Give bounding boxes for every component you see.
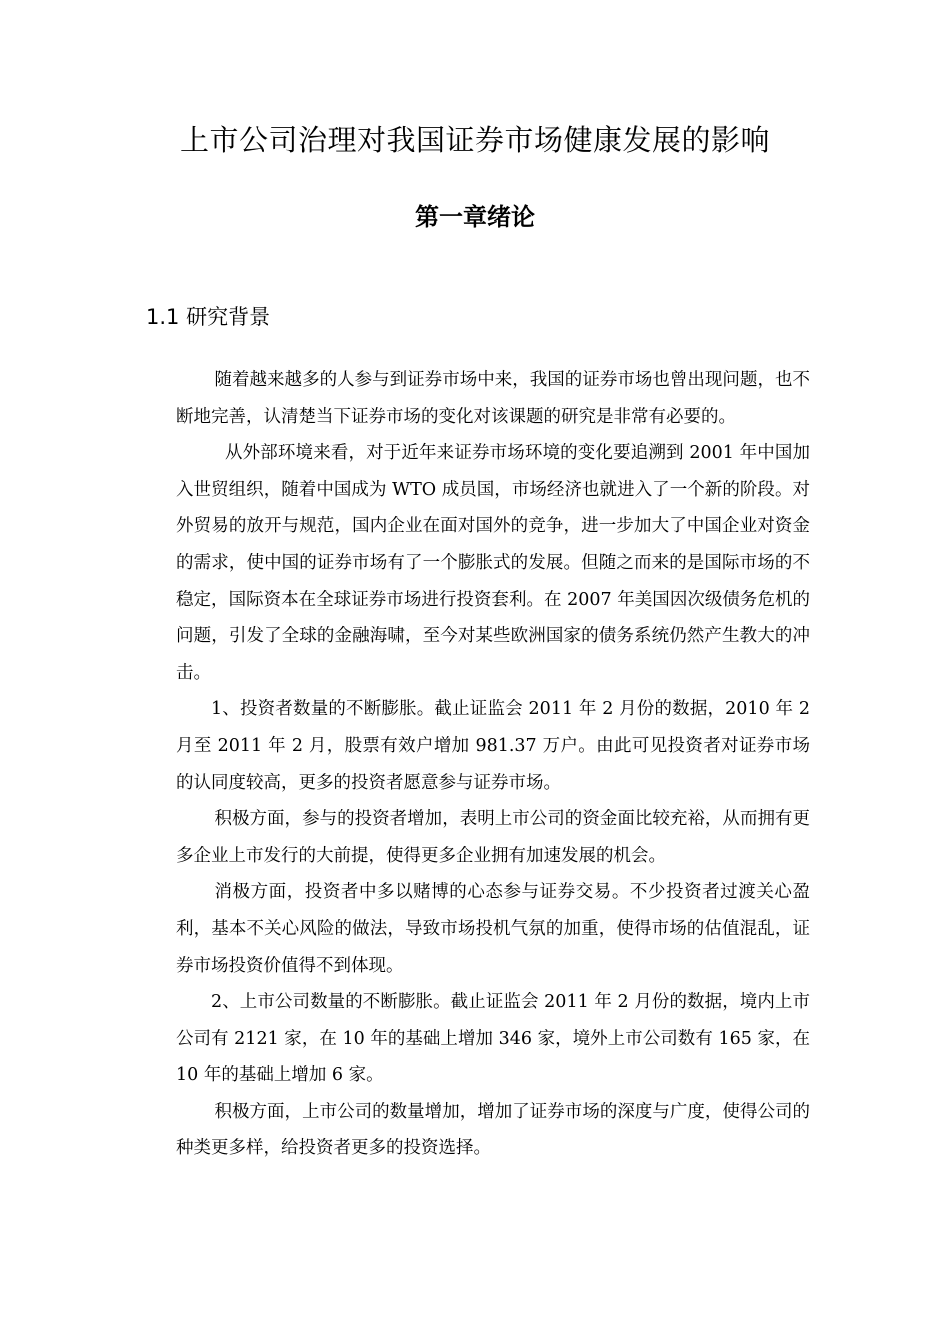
- document-title: 上市公司治理对我国证券市场健康发展的影响: [179, 123, 770, 157]
- paragraph: 2、上市公司数量的不断膨胀。截止证监会 2011 年 2 月份的数据，境内上市公司有 2121 家，在 10 年的基础上增加 346 家，境外上市公司数有 165 家，在 10 年的基础上增加 6 家。: [176, 992, 810, 1086]
- paragraph: 消极方面，投资者中多以赌博的心态参与证券交易。不少投资者过渡关心盈利，基本不关心风险的做法，导致市场投机气氛的加重，使得市场的估值混乱，证券市场投资价值得不到体现。: [176, 882, 810, 976]
- paragraph: 1、投资者数量的不断膨胀。截止证监会 2011 年 2 月份的数据，2010 年 2 月至 2011 年 2 月，股票有效户增加 981.37 万户。由此可见投资者对证券市场的认同度较高，更多的投资者愿意参与证券市场。: [176, 699, 810, 793]
- paragraph: 积极方面，参与的投资者增加，表明上市公司的资金面比较充裕，从而拥有更多企业上市发行的大前提，使得更多企业拥有加速发展的机会。: [176, 809, 810, 866]
- document-body: [176, 362, 810, 1167]
- paragraph: 从外部环境来看，对于近年来证券市场环境的变化要追溯到 2001 年中国加入世贸组织，随着中国成为 WTO 成员国，市场经济也就进入了一个新的阶段。对外贸易的放开与规范，国内企业在面对国外的竞争，进一步加大了中国企业对资金的需求，使中国的证券市场有了一个膨胀式的发展。但随之而来的是国际市场的不稳定，国际资本在全球证券市场进行投资套利。在 2007 年美国因次级债务危机的问题，引发了全球的金融海啸，至今对某些欧洲国家的债务系统仍然产生教大的冲击。: [176, 443, 810, 683]
- chapter-title: 第一章绪论: [415, 203, 535, 231]
- paragraph: 积极方面，上市公司的数量增加，增加了证券市场的深度与广度，使得公司的种类更多样，给投资者更多的投资选择。: [176, 1101, 810, 1159]
- section-heading: 1.1 研究背景: [146, 305, 271, 329]
- paragraph: 随着越来越多的人参与到证券市场中来，我国的证券市场也曾出现问题，也不断地完善，认清楚当下证券市场的变化对该课题的研究是非常有必要的。: [176, 370, 810, 427]
